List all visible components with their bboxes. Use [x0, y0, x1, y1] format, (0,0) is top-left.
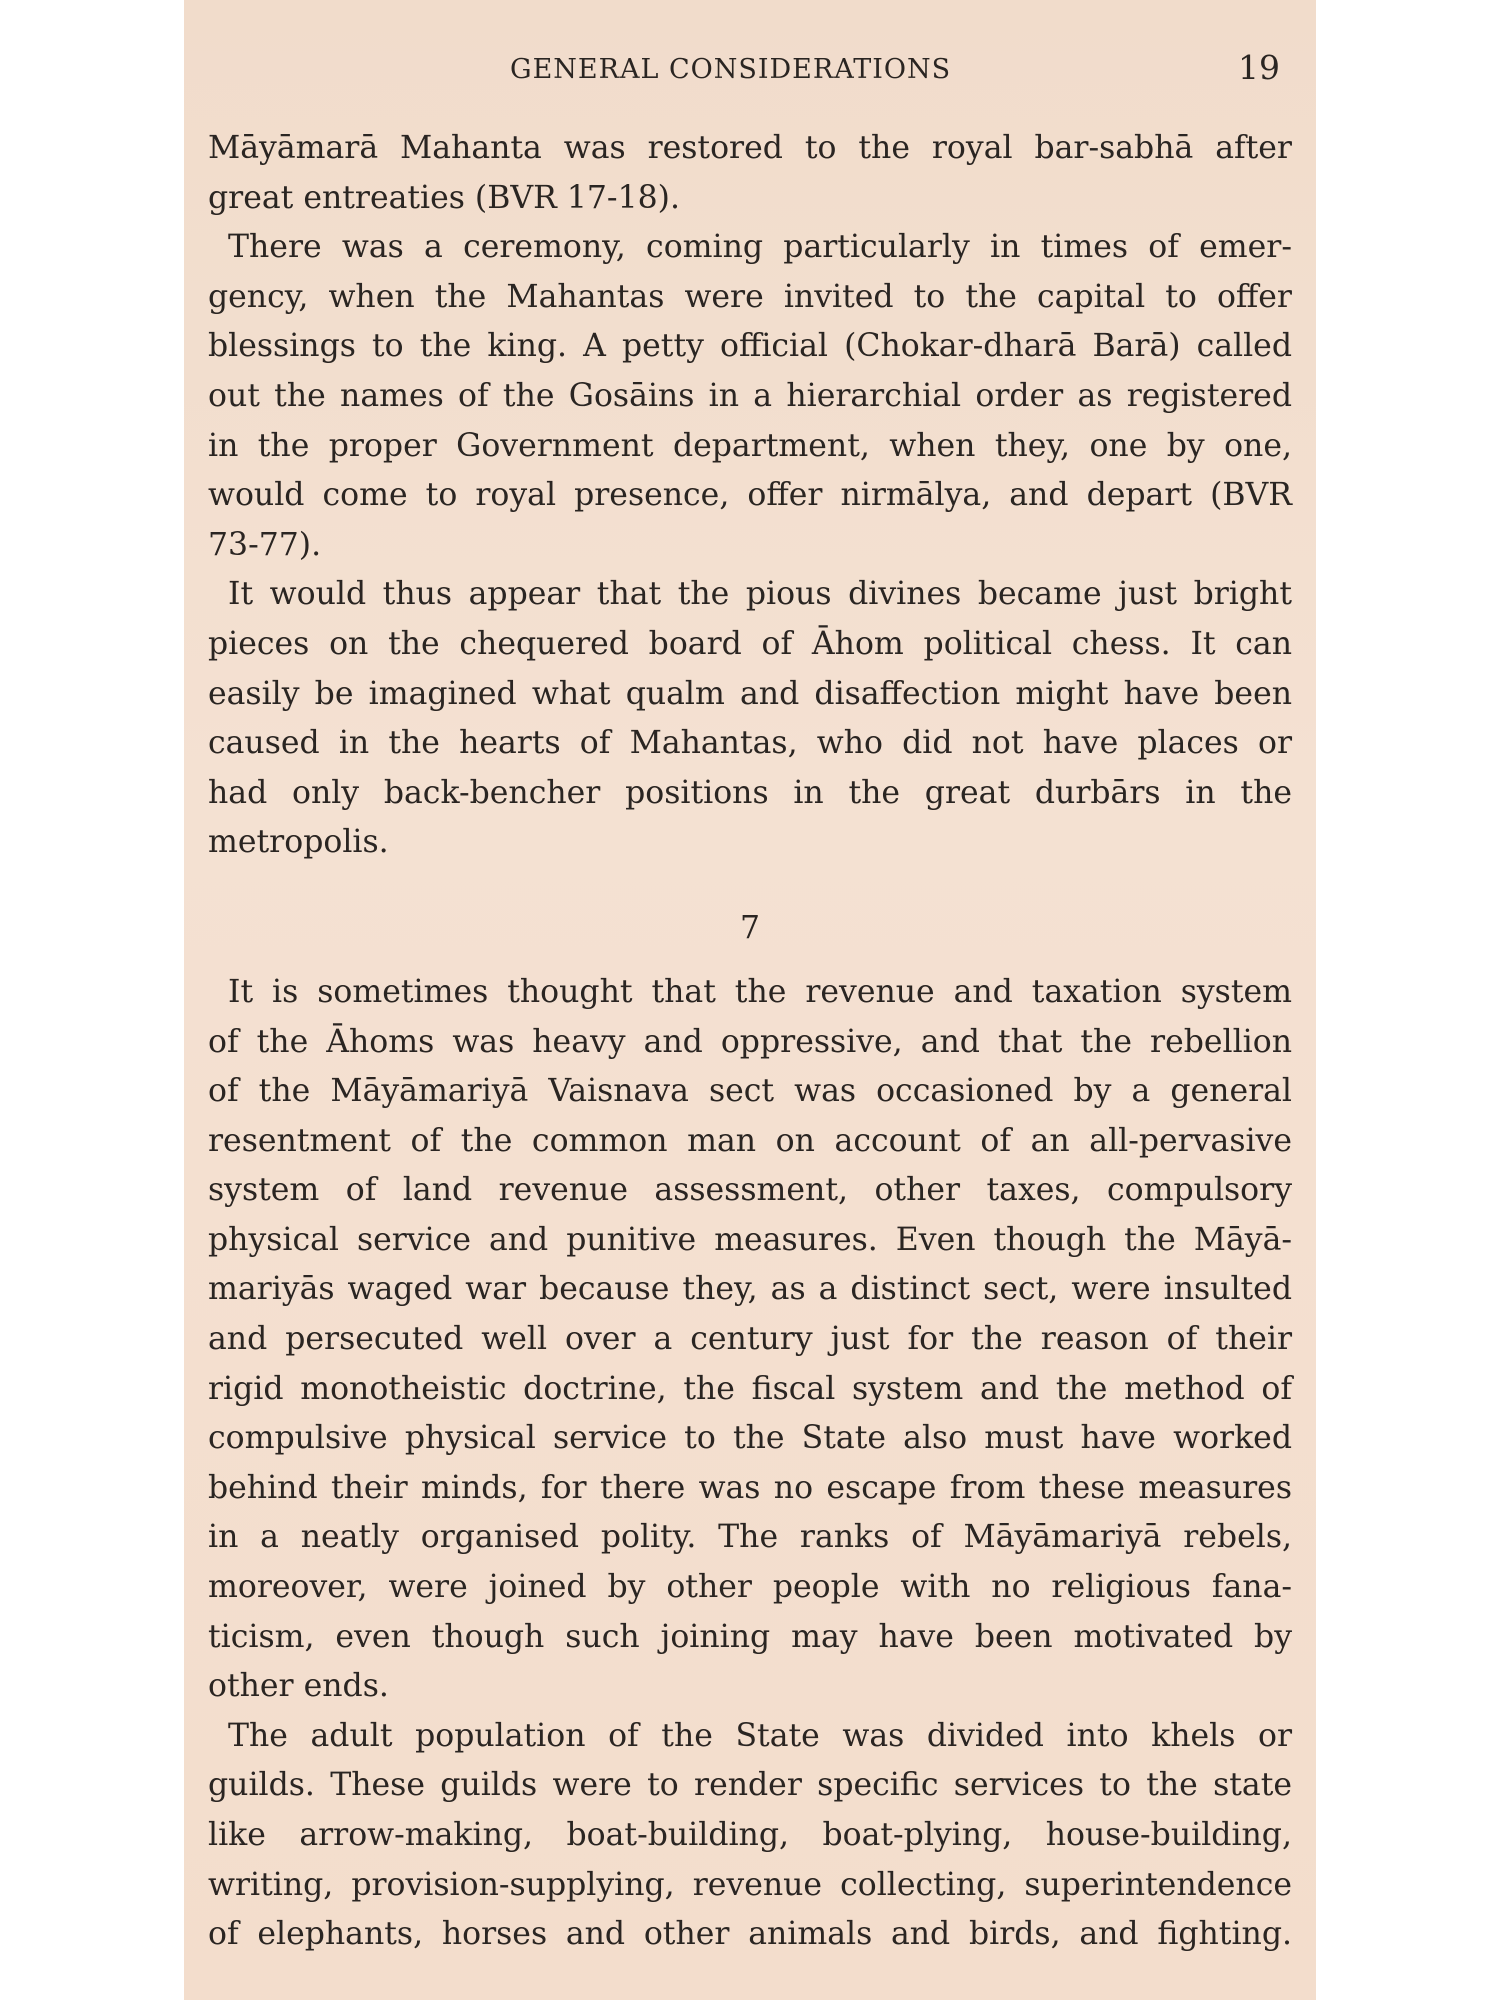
text-line: would come to royal presence, offer nirmālya, and depart (BVR	[208, 477, 1292, 514]
text-line: It is sometimes thought that the revenue and taxation system	[228, 973, 1292, 1010]
text-line: It would thus appear that the pious divines became just bright	[228, 576, 1292, 613]
text-line: system of land revenue assessment, other taxes, compulsory	[208, 1172, 1292, 1209]
paragraph	[208, 223, 1292, 570]
text-line: behind their minds, for there was no escape from these measures	[208, 1469, 1292, 1506]
paragraph	[208, 570, 1292, 868]
text-line: of elephants, horses and other animals and birds, and fighting.	[208, 1916, 1292, 1953]
text-line: other ends.	[208, 1668, 389, 1705]
paragraph	[208, 1712, 1292, 1960]
paragraph	[208, 124, 1292, 223]
text-line: had only back-bencher positions in the great durbārs in the	[208, 774, 1292, 811]
text-line: ticism, even though such joining may have been motivated by	[208, 1618, 1292, 1655]
text-line: in a neatly organised polity. The ranks of Māyāmariyā rebels,	[208, 1519, 1292, 1556]
text-line: caused in the hearts of Mahantas, who did not have places or	[208, 725, 1292, 762]
text-line: great entreaties (BVR 17-18).	[208, 179, 680, 216]
text-line: pieces on the chequered board of Āhom political chess. It can	[208, 625, 1292, 662]
body-text	[208, 124, 1292, 1960]
text-line: like arrow-making, boat-building, boat-plying, house-building,	[208, 1817, 1292, 1853]
text-line: guilds. These guilds were to render specific services to the state	[208, 1767, 1292, 1804]
text-line: gency, when the Mahantas were invited to the capital to offer	[208, 278, 1292, 315]
text-line: easily be imagined what qualm and disaffection might have been	[208, 675, 1292, 712]
text-line: of the Āhoms was heavy and oppressive, and that the rebellion	[208, 1023, 1292, 1060]
running-head	[184, 50, 1316, 90]
text-line: Māyāmarā Mahanta was restored to the royal bar-sabhā after	[208, 130, 1292, 166]
section-gap	[208, 868, 1292, 898]
text-line: 73-77).	[208, 526, 322, 563]
text-line: There was a ceremony, coming particularly in times of emer-	[228, 229, 1292, 266]
section-number: 7	[739, 909, 761, 946]
text-line: in the proper Government department, when they, one by one,	[208, 427, 1292, 464]
text-line: writing, provision-supplying, revenue collecting, superintendence	[208, 1866, 1292, 1903]
text-line: blessings to the king. A petty official (Chokar-dharā Barā) called	[208, 328, 1292, 365]
text-line: of the Māyāmariyā Vaisnava sect was occasioned by a general	[208, 1073, 1292, 1110]
paragraph	[208, 968, 1292, 1712]
text-line: physical service and punitive measures. Even though the Māyā-	[208, 1221, 1292, 1258]
text-line: resentment of the common man on account of an all-pervasive	[208, 1122, 1292, 1159]
text-line: out the names of the Gosāins in a hierarchial order as registered	[208, 377, 1292, 414]
text-line: The adult population of the State was divided into khels or	[228, 1717, 1292, 1754]
text-line: and persecuted well over a century just for the reason of their	[208, 1321, 1292, 1358]
text-line: rigid monotheistic doctrine, the fiscal system and the method of	[208, 1370, 1292, 1407]
text-line: compulsive physical service to the State also must have worked	[208, 1420, 1292, 1457]
text-line: mariyās waged war because they, as a distinct sect, were insulted	[208, 1271, 1292, 1308]
book-page	[184, 0, 1316, 2000]
text-line: moreover, were joined by other people with no religious fana-	[208, 1569, 1292, 1606]
page-number: 19	[1238, 48, 1280, 87]
running-title: GENERAL CONSIDERATIONS	[510, 54, 952, 85]
text-line: metropolis.	[208, 824, 389, 861]
